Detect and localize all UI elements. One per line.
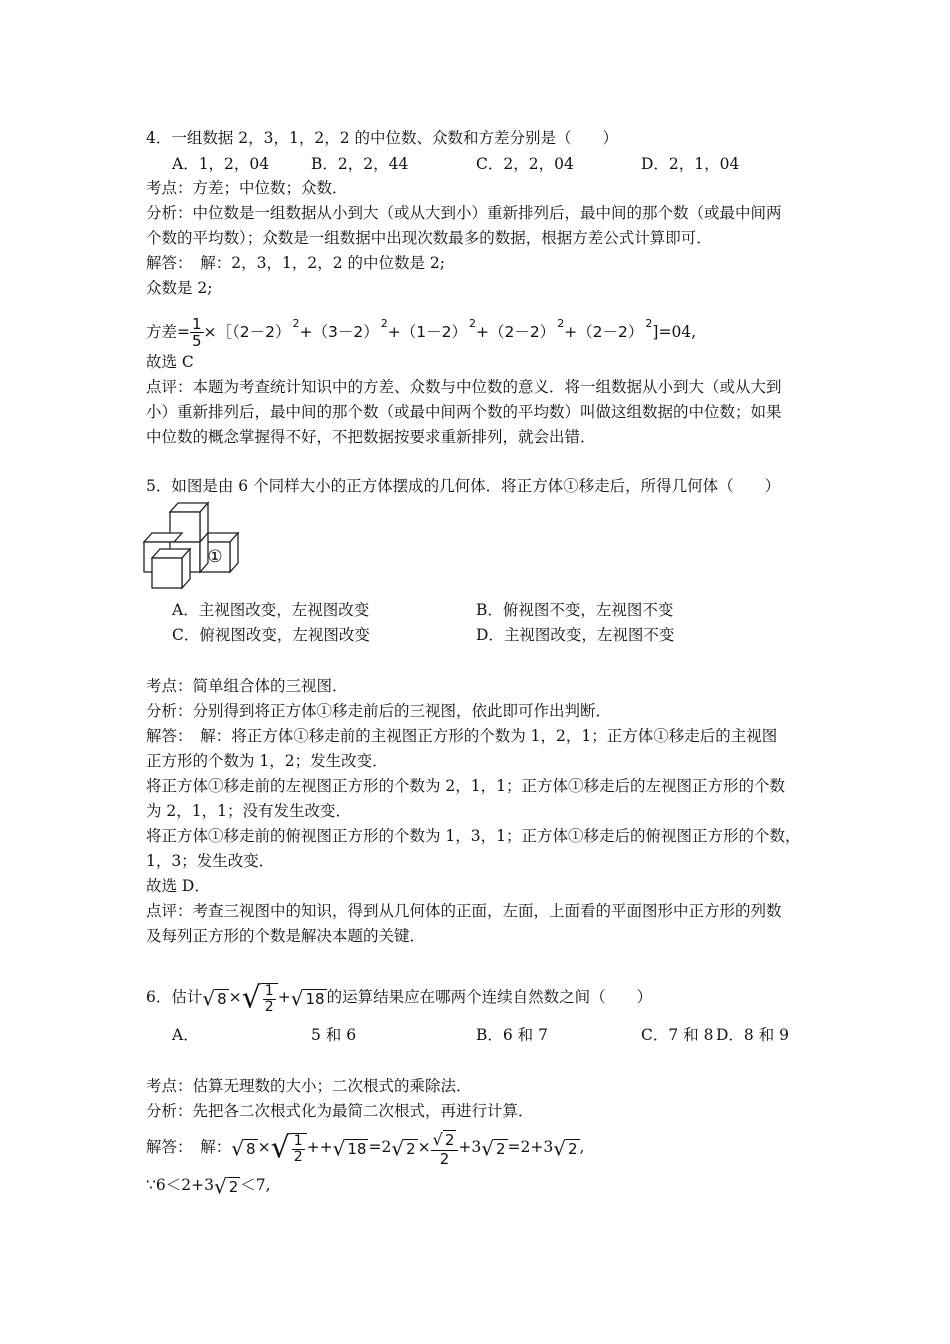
jieda-sqrt-8: √ 8 — [231, 1136, 256, 1161]
q5-jieda-1: 解答： 解：将正方体①移走前的主视图正方形的个数为 1，2，1；正方体①移走后的主视图 — [146, 727, 778, 745]
q6-option-a-value: 5 和 6 — [311, 1026, 357, 1044]
ineq-sqrt-2-body: 2 — [228, 1178, 239, 1196]
q4-stem: 4．一组数据 2，3，1，2，2 的中位数、众数和方差分别是（ ） — [146, 129, 619, 147]
q5-kaodian: 考点：简单组合体的三视图． — [146, 677, 348, 695]
q6-plus: + — [277, 988, 291, 1006]
q5-option-c: C．俯视图改变，左视图改变 — [172, 626, 370, 644]
exp-1: 2 — [292, 317, 300, 330]
q6-option-c: C．7 和 8 — [641, 1026, 714, 1044]
cube-figure — [140, 498, 244, 596]
q4-dianping-2: 小）重新排列后，最中间的那个数（或最中间两个数的平均数）叫做这组数据的中位数；如果 — [146, 403, 782, 421]
jieda-frac-den: 2 — [439, 1149, 450, 1168]
jieda-eq1: =2 — [368, 1138, 392, 1156]
front-cube-front — [152, 558, 182, 588]
variance-term-3: +（1－2） — [387, 323, 467, 341]
q5-jieda-6: 1，3；发生改变． — [146, 852, 275, 870]
sqrt-8-body: 8 — [217, 990, 227, 1008]
q6-option-a: A． — [172, 1026, 199, 1044]
q4-conclusion: 故选 C — [146, 353, 194, 371]
jieda-frac-sqrt2: 2 — [444, 1131, 455, 1149]
q4-dianping-1: 点评：本题为考查统计知识中的方差、众数与中位数的意义．将一组数据从小到大（或从大到 — [146, 378, 782, 396]
jieda-sqrt-2c-body: 2 — [567, 1140, 578, 1158]
q6-jieda — [146, 1122, 584, 1173]
jieda-times-1: × — [257, 1138, 271, 1156]
q5-option-b: B．俯视图不变，左视图不变 — [476, 601, 674, 619]
jieda-sqrt-2b: √ 2 — [481, 1136, 506, 1161]
q6-fenxi: 分析：先把各二次根式化为最简二次根式，再进行计算． — [146, 1102, 534, 1120]
q6-inequality — [146, 1172, 271, 1199]
sqrt-18: √ 18 — [290, 986, 325, 1011]
jieda-half-num: 1 — [293, 1132, 303, 1149]
q4-option-b: B．2，2，44 — [311, 155, 409, 173]
variance-fraction — [190, 316, 204, 349]
sqrt-half: √ $\frac{1}{2}$ — [242, 977, 278, 1019]
jieda-times-2: × — [417, 1138, 431, 1156]
ineq-sqrt-2: √ 2 — [213, 1174, 239, 1199]
jieda-sqrt-18-body: 18 — [347, 1140, 367, 1158]
q6-stem-prefix: 6．估计 — [146, 988, 203, 1006]
variance-close: ]=04, — [652, 323, 697, 341]
q6-jieda-prefix: 解答： 解： — [146, 1138, 232, 1156]
q5-jieda-3: 将正方体①移走前的左视图正方形的个数为 2，1，1；正方体①移走后的左视图正方形的个数 — [146, 777, 786, 795]
variance-term-5: +（2－2） — [564, 323, 644, 341]
exp-3: 2 — [468, 317, 476, 330]
jieda-end: , — [579, 1138, 585, 1156]
sqrt-18-body: 18 — [305, 990, 325, 1008]
jieda-frac-sqrt2-over-2: $\frac{√ 2}{2}$ — [431, 1130, 459, 1167]
jieda-sqrt-2c: √ 2 — [553, 1136, 578, 1161]
jieda-sqrt-18: √ 18 — [332, 1136, 367, 1161]
variance-times: ×［ — [203, 323, 233, 341]
variance-term-1: （2－2） — [232, 323, 291, 341]
q5-jieda-2: 正方形的个数为 1，2；发生改变． — [146, 752, 388, 770]
half-num: 1 — [264, 982, 274, 999]
jieda-eq2: =2+3 — [507, 1138, 554, 1156]
exp-4: 2 — [557, 317, 565, 330]
jieda-sqrt-half: √ $\frac{1}{2}$ — [271, 1123, 307, 1173]
frac-den: 5 — [192, 332, 202, 350]
jieda-half-den: 2 — [293, 1148, 303, 1165]
q4-jieda-2: 众数是 2; — [146, 279, 213, 297]
ineq-suffix: ＜7, — [240, 1176, 271, 1194]
q6-option-d: D．8 和 9 — [716, 1026, 790, 1044]
q4-option-a: A．1，2，04 — [172, 155, 270, 173]
jieda-plus3: +3 — [458, 1138, 482, 1156]
figure-label: ① — [207, 547, 223, 567]
q5-conclusion: 故选 D． — [146, 877, 210, 895]
q6-option-b: B．6 和 7 — [476, 1026, 548, 1044]
exp-2: 2 — [380, 317, 388, 330]
q5-stem: 5．如图是由 6 个同样大小的正方体摆成的几何体．将正方体①移走后，所得几何体（ ） — [146, 477, 781, 495]
exp-5: 2 — [645, 317, 653, 330]
jieda-sqrt-2a: √ 2 — [391, 1136, 416, 1161]
q4-option-d: D．2，1，04 — [641, 155, 740, 173]
variance-prefix: 方差= — [146, 323, 190, 341]
sqrt-8: √ 8 — [202, 986, 227, 1011]
q4-variance-formula — [146, 306, 696, 350]
q4-jieda-1: 解答： 解：2，3，1，2，2 的中位数是 2; — [146, 254, 445, 272]
jieda-sqrt-2a-body: 2 — [406, 1140, 416, 1158]
q4-dianping-3: 中位数的概念掌握得不好，不把数据按要求重新排列，就会出错． — [146, 428, 596, 446]
ineq-prefix: ∵6＜2+3 — [146, 1176, 214, 1194]
frac-num: 1 — [192, 315, 202, 333]
q4-option-c: C．2，2，04 — [476, 155, 574, 173]
q6-kaodian: 考点：估算无理数的大小；二次根式的乘除法． — [146, 1077, 472, 1095]
q6-stem-suffix: 的运算结果应在哪两个连续自然数之间（ ） — [326, 988, 653, 1006]
q6-times: × — [228, 988, 242, 1006]
q6-stem — [146, 976, 652, 1019]
q4-fenxi-1: 分析：中位数是一组数据从小到大（或从大到小）重新排列后，最中间的那个数（或最中间两 — [146, 204, 782, 222]
variance-term-4: +（2－2） — [475, 323, 556, 341]
jieda-sqrt-8-body: 8 — [246, 1140, 256, 1158]
q5-fenxi: 分析：分别得到将正方体①移走前后的三视图，依此即可作出判断． — [146, 702, 612, 720]
jieda-sqrt-2b-body: 2 — [495, 1140, 506, 1158]
q5-option-a: A．主视图改变，左视图改变 — [172, 601, 370, 619]
variance-term-2: +（3－2） — [299, 323, 379, 341]
q4-fenxi-2: 个数的平均数）；众数是一组数据中出现次数最多的数据，根据方差公式计算即可． — [146, 229, 712, 247]
half-den: 2 — [264, 998, 274, 1015]
q5-option-d: D．主视图改变，左视图不变 — [476, 626, 675, 644]
q5-dianping-2: 及每列正方形的个数是解决本题的关键． — [146, 927, 426, 945]
jieda-plus-2: + — [319, 1138, 333, 1156]
q4-kaodian: 考点：方差；中位数；众数． — [146, 179, 348, 197]
q5-dianping-1: 点评：考查三视图中的知识，得到从几何体的正面，左面，上面看的平面图形中正方形的列数 — [146, 902, 782, 920]
q5-jieda-5: 将正方体①移走前的俯视图正方形的个数为 1，3，1；正方体①移走后的俯视图正方形的个数， — [146, 827, 801, 845]
q5-jieda-4: 为 2，1，1；没有发生改变． — [146, 802, 352, 820]
jieda-plus-1: + — [306, 1138, 320, 1156]
